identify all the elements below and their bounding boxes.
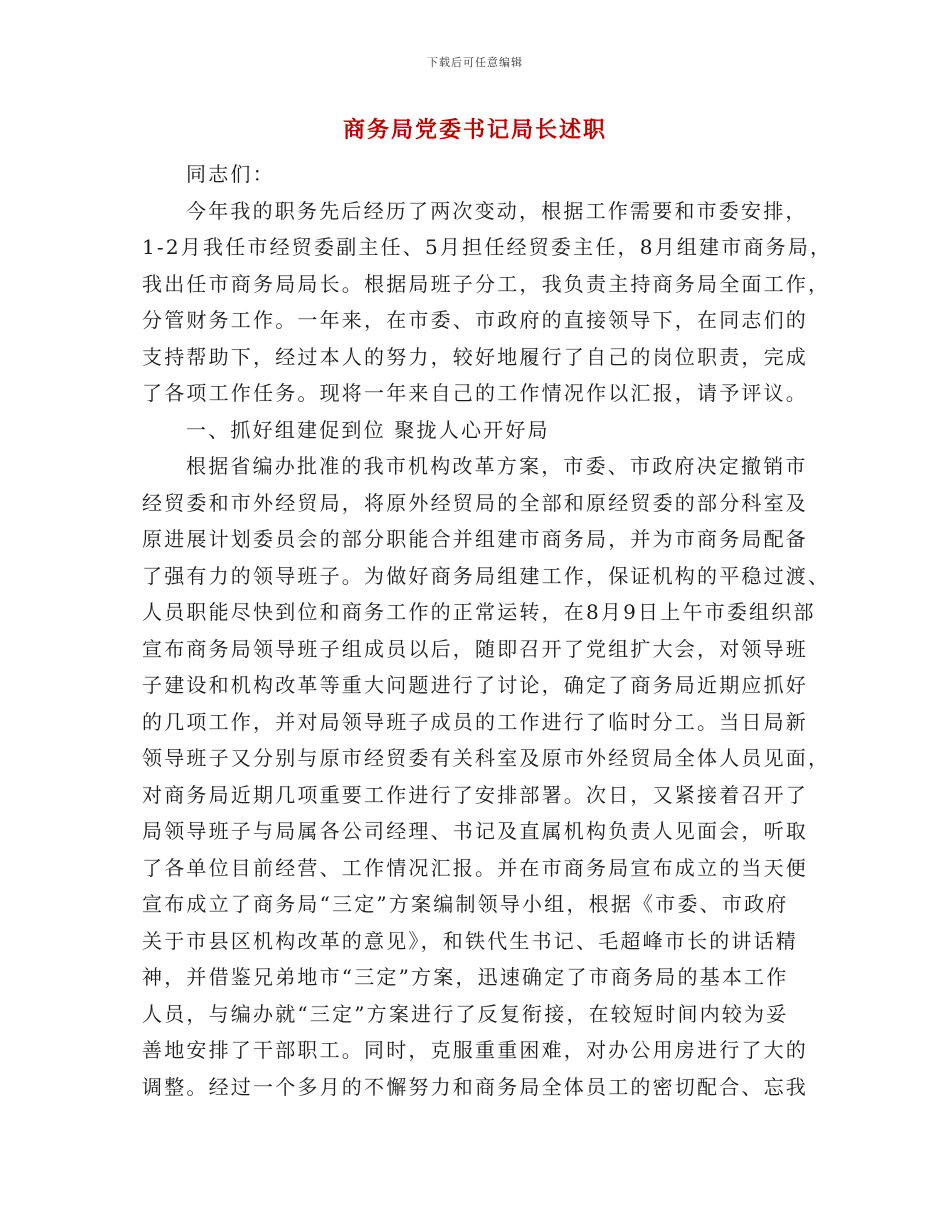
text-line: 1-2月我任市经贸委副主任、5月担任经贸委主任，8月组建市商务局， <box>142 235 833 259</box>
text-line: 了各项工作任务。现将一年来自己的工作情况作以汇报，请予评议。 <box>142 381 808 405</box>
text-line: 了强有力的领导班子。为做好商务局组建工作，保证机构的平稳过渡、 <box>142 563 831 588</box>
text-line: 我出任市商务局局长。根据局班子分工，我负责主持商务局全面工作， <box>142 271 831 296</box>
text-line: 对商务局近期几项重要工作进行了安排部署。次日，又紧接着召开了 <box>142 782 808 807</box>
text-line: 的几项工作，并对局领导班子成员的工作进行了临时分工。当日局新 <box>142 709 808 734</box>
text-line: 了各单位目前经营、工作情况汇报。并在市商务局宣布成立的当天便 <box>142 855 808 880</box>
text-line: 局领导班子与局属各公司经理、书记及直属机构负责人见面会，听取 <box>142 819 808 843</box>
text-line: 人员职能尽快到位和商务工作的正常运转，在8月9日上午市委组织部 <box>142 600 816 624</box>
text-line: 支持帮助下，经过本人的努力，较好地履行了自己的岗位职责，完成 <box>142 344 808 369</box>
text-line: 今年我的职务先后经历了两次变动，根据工作需要和市委安排， <box>186 198 808 223</box>
text-line: 宣布成立了商务局“三定”方案编制领导小组，根据《市委、市政府 <box>142 892 789 916</box>
text-line: 根据省编办批准的我市机构改革方案，市委、市政府决定撤销市 <box>186 454 808 478</box>
document-body <box>142 156 833 1105</box>
text-line: 调整。经过一个多月的不懈努力和商务局全体员工的密切配合、忘我 <box>142 1074 808 1099</box>
text-line: 人员，与编办就“三定”方案进行了反复衔接，在较短时间内较为妥 <box>142 1001 789 1026</box>
header-note: 下载后可任意编辑 <box>427 56 523 69</box>
text-line: 神，并借鉴兄弟地市“三定”方案，迅速确定了市商务局的基本工作 <box>142 965 789 989</box>
text-line: 经贸委和市外经贸局，将原外经贸局的全部和原经贸委的部分科室及 <box>142 490 808 515</box>
document-title: 商务局党委书记局长述职 <box>342 117 607 143</box>
text-line: 分管财务工作。一年来，在市委、市政府的直接领导下，在同志们的 <box>142 308 808 332</box>
text-line: 原进展计划委员会的部分职能合并组建市商务局，并为市商务局配备 <box>142 527 808 551</box>
text-line: 领导班子又分别与原市经贸委有关科室及原市外经贸局全体人员见面， <box>142 746 831 770</box>
text-line: 一、抓好组建促到位 聚拢人心开好局 <box>186 417 550 442</box>
text-line: 同志们： <box>186 162 275 186</box>
text-line: 善地安排了干部职工。同时，克服重重困难，对办公用房进行了大的 <box>142 1038 808 1062</box>
text-line: 子建设和机构改革等重大问题进行了讨论，确定了商务局近期应抓好 <box>142 673 808 697</box>
text-line: 宣布商务局领导班子组成员以后，随即召开了党组扩大会，对领导班 <box>142 636 808 661</box>
text-line: 关于市县区机构改革的意见》，和铁代生书记、毛超峰市长的讲话精 <box>142 928 798 953</box>
